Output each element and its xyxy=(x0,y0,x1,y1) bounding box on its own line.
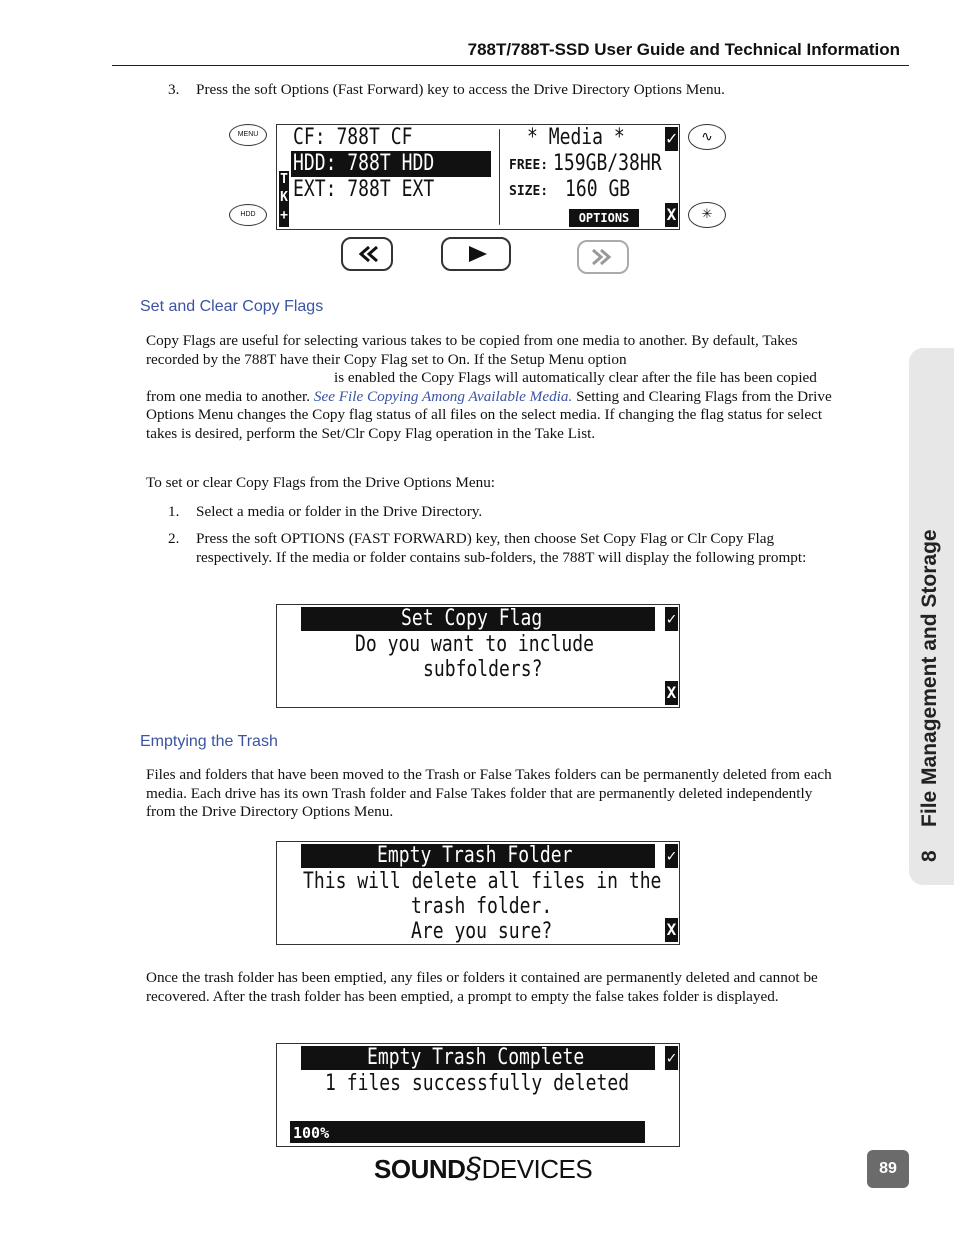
drive-directory-lcd xyxy=(276,124,680,230)
x-icon: X xyxy=(665,918,678,942)
empty-trash-complete-lcd xyxy=(276,1043,680,1147)
copy-step-2: 2. Press the soft OPTIONS (FAST FORWARD) key, then choose Set Copy Flag or Clr Copy Flag respectively. If the media or folder contains sub-folders, the 788T will display the following prompt: xyxy=(168,530,807,566)
panel-divider xyxy=(499,129,501,225)
hdd-button[interactable]: HDD xyxy=(229,204,267,226)
light-button[interactable] xyxy=(688,202,726,228)
check-icon: ✓ xyxy=(665,127,678,151)
chapter-number: 8 xyxy=(918,850,941,862)
size-label: SIZE: xyxy=(509,184,549,199)
headphone-button[interactable] xyxy=(688,124,726,150)
lcd-title-bar xyxy=(301,607,655,631)
lcd-line-1: Do you want to include xyxy=(355,632,594,657)
play-button[interactable] xyxy=(441,237,511,271)
fast-forward-icon xyxy=(579,242,627,272)
progress-label: 100% xyxy=(293,1124,330,1142)
file-copying-link[interactable]: See File Copying Among Available Media. xyxy=(313,387,573,405)
lcd-line-1: This will delete all files in the xyxy=(303,869,662,894)
page-number: 89 xyxy=(867,1150,909,1188)
drive-row-hdd-highlight[interactable] xyxy=(291,151,491,177)
progress-bar xyxy=(290,1121,645,1143)
chapter-tab-label xyxy=(907,333,953,870)
rewind-icon xyxy=(343,239,391,269)
section-heading-trash: Emptying the Trash xyxy=(140,733,278,750)
copy-flag-prompt-lcd xyxy=(276,604,680,708)
light-icon: ✳ xyxy=(701,206,713,221)
step-number: 3. xyxy=(168,81,180,98)
lcd-title: Empty Trash Complete xyxy=(367,1045,585,1070)
drive-row-cf[interactable]: CF: 788T CF xyxy=(293,125,413,150)
options-label[interactable]: OPTIONS xyxy=(569,209,639,227)
check-icon: ✓ xyxy=(665,1046,678,1070)
lcd-title-bar xyxy=(301,844,655,868)
lcd-title: Empty Trash Folder xyxy=(377,843,573,868)
header-rule xyxy=(112,65,909,66)
fast-forward-button[interactable] xyxy=(577,240,629,274)
copy-step-1: 1. Select a media or folder in the Drive Directory. xyxy=(168,503,483,520)
free-label: FREE: xyxy=(509,158,549,173)
section-heading-copy-flags: Set and Clear Copy Flags xyxy=(140,298,324,315)
lcd-line-2: trash folder. xyxy=(411,894,553,919)
free-value: 159GB/38HR xyxy=(553,151,662,176)
check-icon: ✓ xyxy=(665,844,678,868)
trash-paragraph: Files and folders that have been moved to the Trash or False Takes folders can be permanently deleted from each media. Each drive has its own Trash folder and False Takes folder that are permanently deleted independently from the Drive Directory Options Menu. xyxy=(146,766,832,821)
lcd-title: Set Copy Flag xyxy=(401,606,543,631)
step-3 xyxy=(168,81,868,100)
lcd-title-bar xyxy=(301,1046,655,1070)
drive-row-ext[interactable]: EXT: 788T EXT xyxy=(293,177,435,202)
copy-flags-paragraph: Copy Flags are useful for selecting various takes to be copied from one media to another. By default, Takes recorded by the 788T have their Copy Flag set to On. If the Setup Menu option is enabled the Copy Flags will automatically clear after the file has been copied from one media to another. See File Copying Among Available Media. Setting and Clearing Flags from the Drive Options Menu changes the Copy flag status of all files on the select media. If changing the flag status for select takes is desired, perform the Set/Clr Copy Flag operation in the Take List. xyxy=(146,332,832,442)
tk-indicator: T K + xyxy=(279,171,289,227)
size-value: 160 GB xyxy=(565,177,631,202)
lcd-line-3: Are you sure? xyxy=(411,919,553,944)
progress-fill xyxy=(291,1122,644,1142)
lcd-line-1: 1 files successfully deleted xyxy=(325,1071,630,1096)
x-icon: X xyxy=(665,681,678,705)
play-icon xyxy=(443,239,509,269)
step-text: Press the soft Options (Fast Forward) key to access the Drive Directory Options Menu. xyxy=(196,81,725,98)
lcd-line-2: subfolders? xyxy=(423,657,543,682)
empty-trash-prompt-lcd xyxy=(276,841,680,945)
running-header: 788T/788T-SSD User Guide and Technical Information xyxy=(467,40,900,59)
menu-button[interactable]: MENU xyxy=(229,124,267,146)
rewind-button[interactable] xyxy=(341,237,393,271)
check-icon: ✓ xyxy=(665,607,678,631)
copy-flags-intro: To set or clear Copy Flags from the Drive Options Menu: xyxy=(146,474,496,491)
trash-after-paragraph: Once the trash folder has been emptied, any files or folders it contained are permanently deleted and cannot be recovered. After the trash folder has been emptied, a prompt to empty the false takes folder is displayed. xyxy=(146,969,818,1005)
wave-icon: ∿ xyxy=(701,128,713,144)
logo-s-icon: § xyxy=(465,1152,482,1185)
chapter-title: File Management and Storage xyxy=(918,529,941,827)
x-icon: X xyxy=(665,203,678,227)
media-title: * Media * xyxy=(527,125,625,150)
sound-devices-logo: SOUND§DEVICES xyxy=(374,1152,593,1185)
drive-row-hdd: HDD: 788T HDD xyxy=(293,151,435,176)
